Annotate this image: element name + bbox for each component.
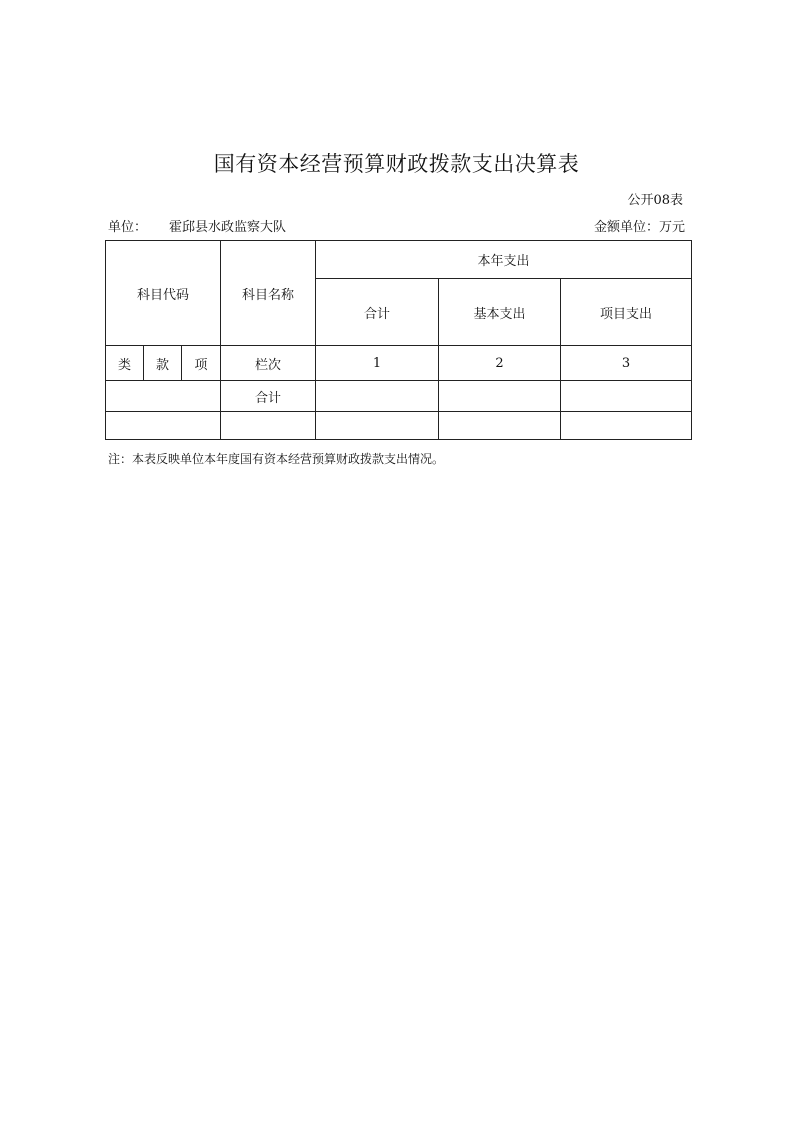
header-total: 合计 — [316, 279, 439, 346]
column-number-2: 2 — [439, 346, 561, 381]
total-row-code-cell — [106, 381, 221, 412]
header-subject-name: 科目名称 — [221, 241, 316, 346]
header-project-expense: 项目支出 — [561, 279, 692, 346]
page-title: 国有资本经营预算财政拨款支出决算表 — [213, 152, 580, 176]
header-current-year-expense: 本年支出 — [316, 241, 692, 279]
header-lanci: 栏次 — [221, 346, 316, 381]
header-subject-code: 科目代码 — [106, 241, 221, 346]
unit-label: 单位： — [108, 220, 148, 235]
unit-name: 霍邱县水政监察大队 — [169, 220, 287, 235]
total-row-project-cell — [561, 381, 692, 412]
column-number-3: 3 — [561, 346, 692, 381]
header-xiang: 项 — [182, 346, 221, 381]
column-index-row — [106, 346, 692, 381]
unit-info — [108, 216, 286, 235]
header-row-1 — [106, 241, 692, 279]
empty-row-basic-cell — [439, 412, 561, 440]
header-basic-expense: 基本支出 — [439, 279, 561, 346]
total-row-total-cell — [316, 381, 439, 412]
total-row — [106, 381, 692, 412]
header-lei: 类 — [106, 346, 144, 381]
empty-row-project-cell — [561, 412, 692, 440]
total-row-label: 合计 — [221, 381, 316, 412]
empty-row-total-cell — [316, 412, 439, 440]
empty-row-code-cell — [106, 412, 221, 440]
amount-unit: 金额单位：万元 — [593, 220, 685, 235]
form-number: 公开08表 — [627, 193, 683, 208]
table-note: 注：本表反映单位本年度国有资本经营预算财政拨款支出情况。 — [108, 452, 445, 466]
header-kuan: 款 — [144, 346, 182, 381]
total-row-basic-cell — [439, 381, 561, 412]
budget-table — [105, 240, 692, 440]
column-number-1: 1 — [316, 346, 439, 381]
empty-row-name-cell — [221, 412, 316, 440]
empty-row — [106, 412, 692, 440]
